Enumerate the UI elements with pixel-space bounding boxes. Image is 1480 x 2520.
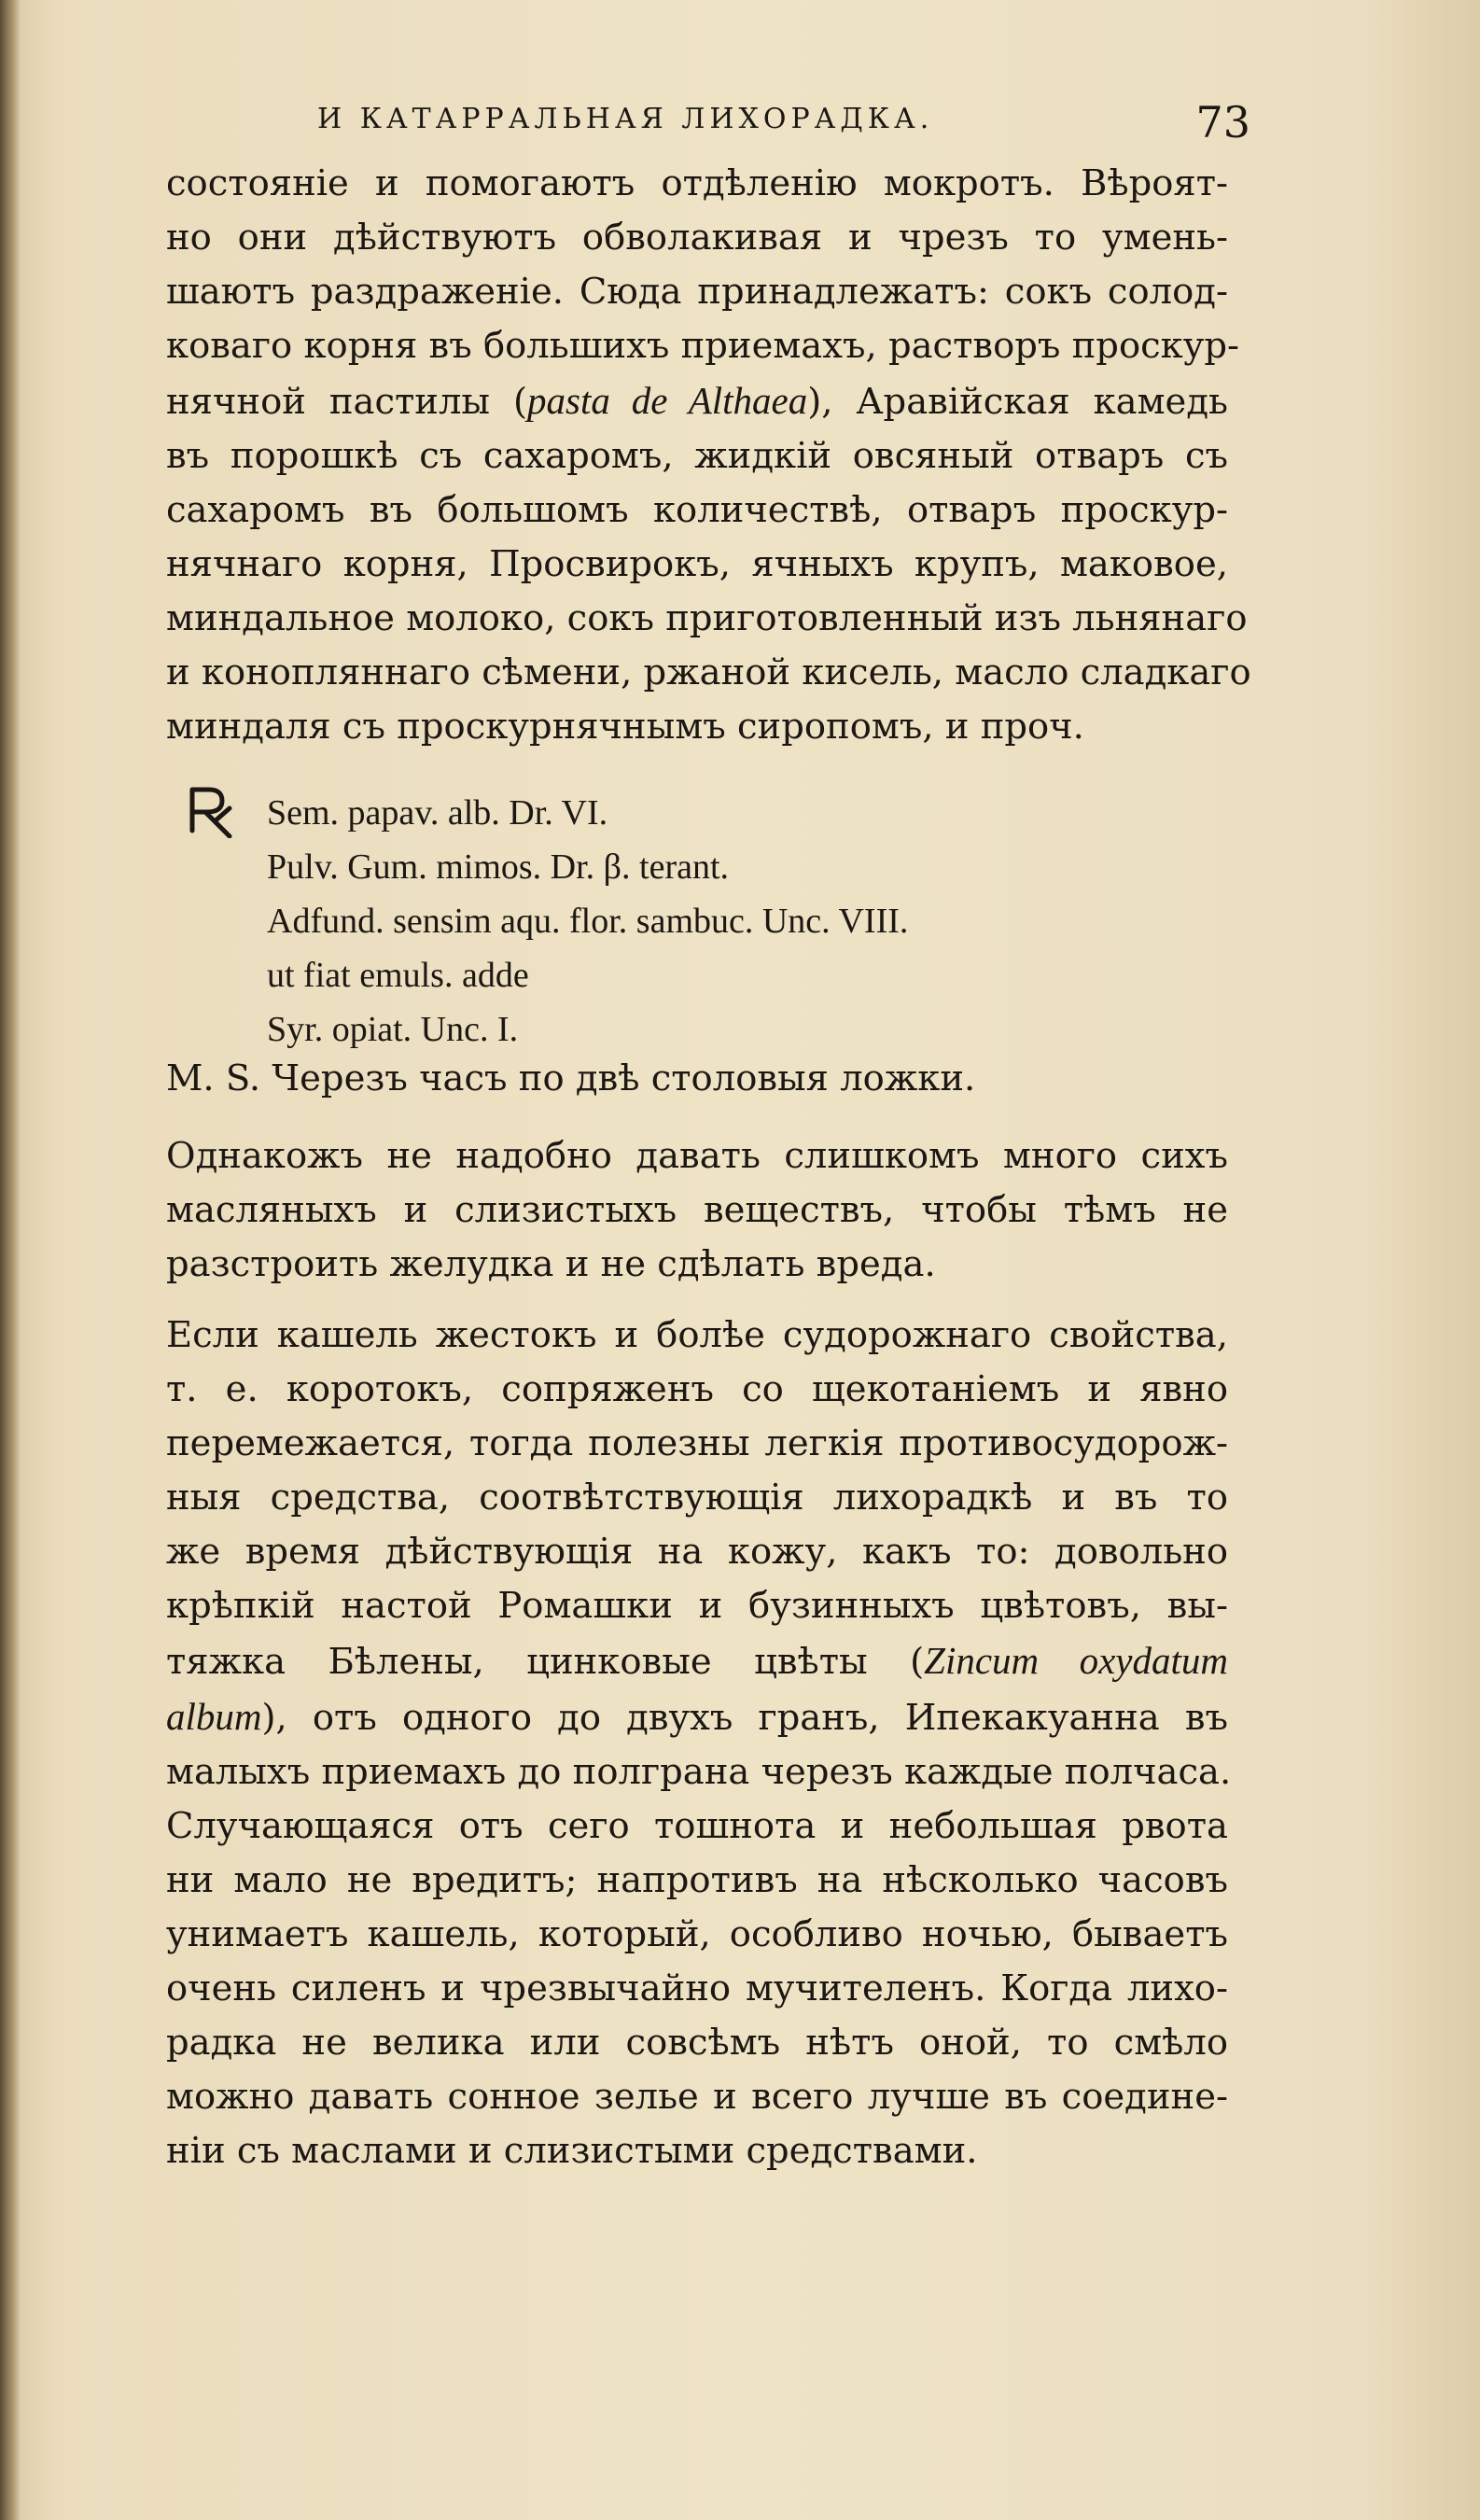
prescription-line: Adfund. sensim aqu. flor. sambuc. Unc. VIII. — [267, 902, 909, 941]
text-line: малыхъ приемахъ до полграна черезъ каждые полчаса. — [166, 1751, 1232, 1793]
text-line: Однакожъ не надобно давать слишкомъ много сихъ — [166, 1135, 1228, 1177]
text-line: можно давать сонное зелье и всего лучше въ соедине- — [166, 2076, 1228, 2118]
paragraph-caution — [166, 1129, 1228, 1292]
text-line: шаютъ раздраженіе. Сюда принадлежатъ: сокъ солод- — [166, 271, 1228, 313]
text-line: въ порошкѣ съ сахаромъ, жидкій овсяный отваръ съ — [166, 435, 1228, 477]
text-line: ніи съ маслами и слизистыми средствами. — [166, 2130, 978, 2172]
prescription-signature: M. S. Черезъ часъ по двѣ столовыя ложки. — [166, 1057, 976, 1099]
text-line: сахаромъ въ большомъ количествѣ, отваръ проскур- — [166, 489, 1228, 531]
text-segment: ), отъ одного до двухъ гранъ, Ипекакуанна въ — [261, 1697, 1228, 1739]
latin-term-album: album — [166, 1695, 262, 1738]
paragraph-remedies — [166, 157, 1251, 754]
prescription-block — [187, 786, 1120, 1057]
text-line: ныя средства, соотвѣтствующія лихорадкѣ и въ то — [166, 1477, 1228, 1519]
text-line — [166, 1633, 1228, 1689]
prescription-line: Sem. papav. alb. Dr. VI. — [267, 793, 608, 833]
paragraph-cough — [166, 1309, 1232, 2178]
text-line: перемежается, тогда полезны легкія противосудорож- — [166, 1422, 1228, 1464]
running-header — [317, 97, 1250, 153]
recipe-rx-symbol-icon — [187, 786, 235, 838]
text-line: Случающаяся отъ сего тошнота и небольшая рвота — [166, 1805, 1228, 1847]
running-title: И КАТАРРАЛЬНАЯ ЛИХОРАДКА. — [317, 103, 934, 135]
text-line: миндальное молоко, сокъ приготовленный изъ льнянаго — [166, 597, 1248, 639]
text-line: очень силенъ и чрезвычайно мучителенъ. Когда лихо- — [166, 1967, 1228, 2009]
latin-term-pasta-althaea: pasta de Althaea — [527, 379, 808, 422]
text-line: миндаля съ проскурнячнымъ сиропомъ, и проч. — [166, 706, 1084, 748]
text-line: крѣпкій настой Ромашки и бузинныхъ цвѣтовъ, вы- — [166, 1585, 1228, 1627]
text-line: разстроить желудка и не сдѣлать вреда. — [166, 1243, 936, 1285]
page-gutter-shadow — [0, 0, 21, 2520]
text-segment: нячной пастилы ( — [166, 381, 528, 423]
text-line: т. е. коротокъ, сопряженъ со щекотаніемъ и явно — [166, 1368, 1228, 1410]
text-line: масляныхъ и слизистыхъ веществъ, чтобы тѣмъ не — [166, 1189, 1228, 1231]
text-line: ни мало не вредитъ; напротивъ на нѣсколько часовъ — [166, 1859, 1228, 1901]
prescription-line: Syr. opiat. Unc. I. — [267, 1010, 519, 1049]
text-line: коваго корня въ большихъ приемахъ, растворъ проскур- — [166, 325, 1240, 367]
text-line: Если кашель жестокъ и болѣе судорожнаго свойства, — [166, 1314, 1228, 1356]
text-line: же время дѣйствующія на кожу, какъ то: довольно — [166, 1531, 1228, 1573]
text-line: но они дѣйствуютъ обволакивая и чрезъ то умень- — [166, 217, 1228, 259]
text-line — [166, 1689, 1228, 1745]
text-segment: тяжка Бѣлены, цинковые цвѣты ( — [166, 1641, 925, 1683]
page-number: 73 — [1195, 97, 1250, 147]
latin-term-zincum: Zincum oxydatum — [924, 1639, 1228, 1682]
text-line: и конопляннаго сѣмени, ржаной кисель, масло сладкаго — [166, 651, 1251, 693]
text-line: нячнаго корня, Просвирокъ, ячныхъ крупъ, маковое, — [166, 543, 1228, 585]
prescription-line: Pulv. Gum. mimos. Dr. β. terant. — [267, 847, 730, 887]
text-line: состояніе и помогаютъ отдѣленію мокротъ. Вѣроят- — [166, 162, 1228, 204]
prescription-line: ut fiat emuls. adde — [267, 956, 529, 995]
text-line: унимаетъ кашель, который, особливо ночью, бываетъ — [166, 1913, 1228, 1955]
text-segment: ), Аравійская камедь — [807, 381, 1229, 423]
text-line: радка не велика или совсѣмъ нѣтъ оной, то смѣло — [166, 2022, 1228, 2064]
text-line — [166, 373, 1228, 429]
